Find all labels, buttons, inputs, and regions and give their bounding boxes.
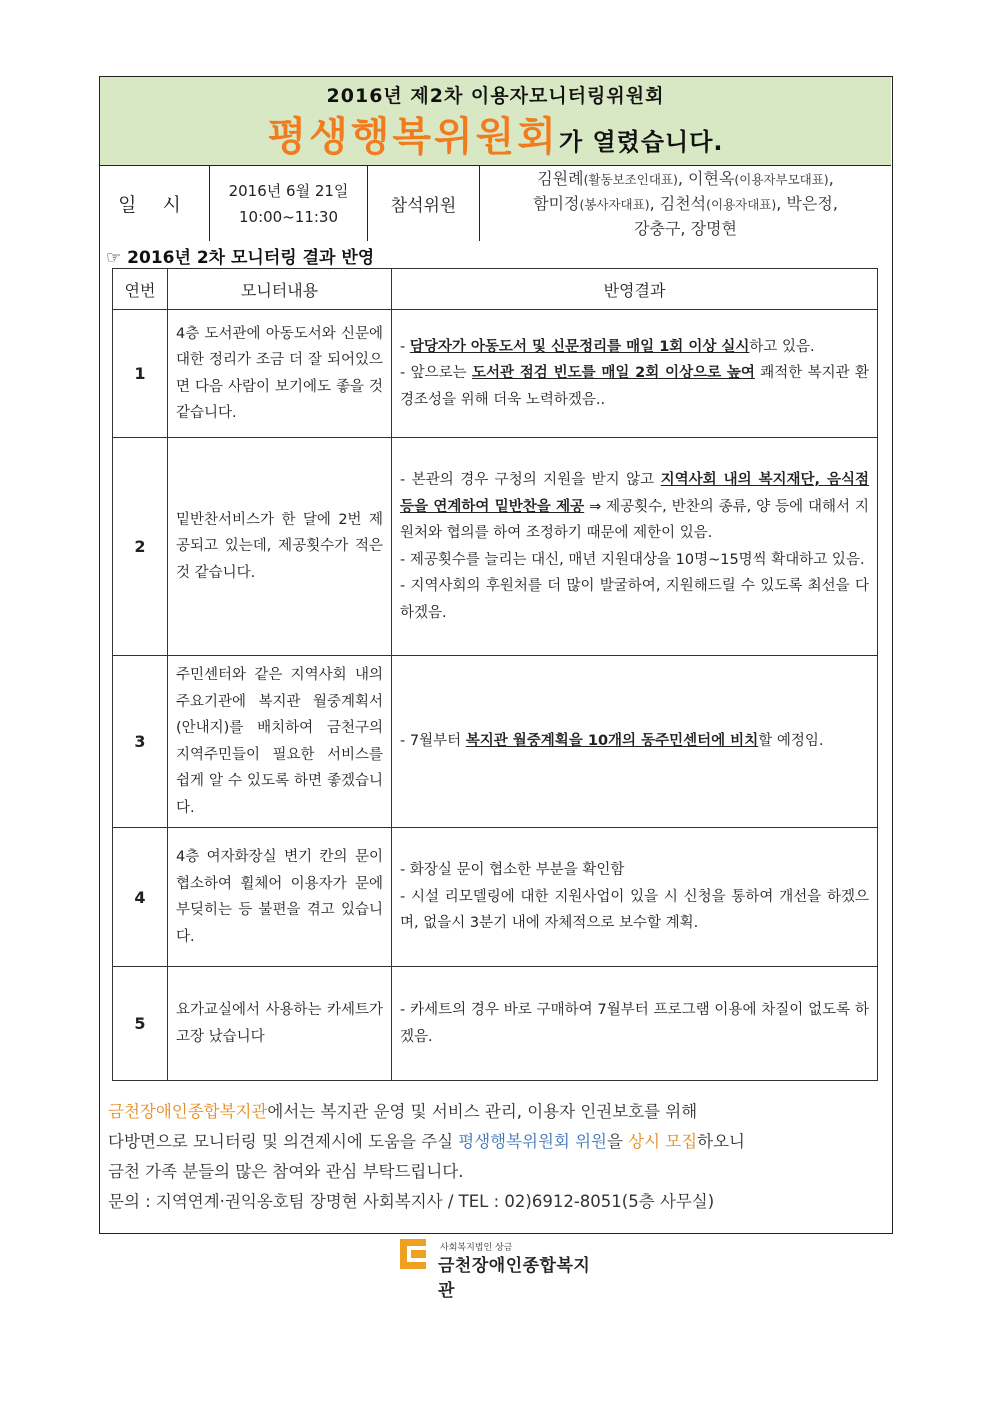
attendees-line-2: 함미정(봉사자대표), 김천석(이용자대표), 박은정, [533, 193, 838, 213]
row-number: 1 [113, 310, 168, 438]
org-name: 금천장애인종합복지관 [108, 1102, 268, 1121]
contact-line: 문의 : 지역연계·권익옹호팀 장명현 사회복지사 / TEL : 02)6912-8051(5층 사무실) [108, 1192, 715, 1211]
table-row [113, 967, 878, 1081]
result-text: - 화장실 문이 협소한 부분을 확인함 - 시설 리모델링에 대한 지원사업이 있을 시 신청을 통하여 개선을 하겠으며, 없을시 3분기 내에 자체적으로 보수할 계획. [392, 828, 878, 967]
committee-member-highlight: 평생행복위원회 위원 [458, 1132, 607, 1151]
notice-line-3: 금천 가족 분들의 많은 참여와 관심 부탁드립니다. [108, 1162, 464, 1181]
monitor-content: 밑반찬서비스가 한 달에 2번 제공되고 있는데, 제공횟수가 적은 것 같습니다. [168, 438, 392, 656]
committee-title: 평생행복위원회 [267, 114, 559, 160]
title-suffix: 가 열렸습니다. [558, 128, 724, 156]
attendees-line-3: 강충구, 장명현 [634, 218, 737, 238]
title-main [100, 105, 891, 162]
attendees-label: 참석위원 [368, 166, 480, 241]
header-result: 반영결과 [392, 269, 878, 310]
org-logo [400, 1238, 600, 1301]
title-banner [100, 77, 891, 166]
attendees-line-1: 김원례(활동보조인대표), 이현옥(이용자부모대표), [537, 168, 834, 188]
time-line: 10:00~11:30 [238, 207, 339, 226]
notice-line-1: 금천장애인종합복지관에서는 복지관 운영 및 서비스 관리, 이용자 인권보호를 위해 [108, 1102, 698, 1121]
logo-subtitle: 사회복지법인 상금 [440, 1243, 513, 1253]
title-top-line: 2016년 제2차 이용자모니터링위원회 [326, 85, 665, 107]
attendees-value [480, 166, 891, 241]
header-content: 모니터내용 [168, 269, 392, 310]
result-text: - 담당자가 아동도서 및 신문정리를 매일 1회 이상 실시하고 있음. - 앞으로는 도서관 점검 빈도를 매일 2회 이상으로 높여 쾌적한 복지관 환경조성을 위해 더욱 노력하겠음.. [392, 310, 878, 438]
result-text: - 7월부터 복지관 월중계획을 10개의 동주민센터에 비치할 예정임. [392, 656, 878, 828]
row-number: 3 [113, 656, 168, 828]
date-label: 일 시 [100, 166, 210, 241]
notice-line-2: 다방면으로 모니터링 및 의견제시에 도움을 주실 평생행복위원회 위원을 상시 모집하오니 [108, 1132, 745, 1151]
header-no: 연번 [113, 269, 168, 310]
row-number: 4 [113, 828, 168, 967]
table-row [113, 438, 878, 656]
table-row [113, 656, 878, 828]
logo-name: 금천장애인종합복지관 [438, 1256, 591, 1301]
monitor-content: 요가교실에서 사용하는 카세트가 고장 났습니다 [168, 967, 392, 1081]
row-number: 2 [113, 438, 168, 656]
table-header-row [113, 269, 878, 310]
date-value [210, 166, 368, 241]
result-text: - 카세트의 경우 바로 구매하여 7월부터 프로그램 이용에 차질이 없도록 하겠음. [392, 967, 878, 1081]
notice-frame [99, 76, 893, 1234]
recruit-highlight: 상시 모집 [628, 1132, 698, 1151]
date-line: 2016년 6월 21일 [228, 181, 349, 200]
table-row [113, 310, 878, 438]
monitor-content: 4층 도서관에 아동도서와 신문에 대한 정리가 조금 더 잘 되어있으면 다음 사람이 보기에도 좋을 것 같습니다. [168, 310, 392, 438]
section-title: ☞ 2016년 2차 모니터링 결과 반영 [106, 248, 375, 268]
recruitment-notice [108, 1097, 888, 1217]
monitoring-results-table [112, 268, 878, 1081]
table-row [113, 828, 878, 967]
meeting-info-row [100, 166, 891, 241]
monitor-content: 주민센터와 같은 지역사회 내의 주요기관에 복지관 월중계획서(안내지)를 배치하여 금천구의 지역주민들이 필요한 서비스를 쉽게 알 수 있도록 하면 좋겠습니다. [168, 656, 392, 828]
result-text: - 본관의 경우 구청의 지원을 받지 않고 지역사회 내의 복지재단, 음식점 등을 연계하여 밑반찬을 제공 ⇒ 제공횟수, 반찬의 종류, 양 등에 대해서 지원처와 협의를 하여 조정하기 때문에 제한이 있음. - 제공횟수를 늘리는 대신, 매년 지원대상을 10명~15명씩 확대하고 있음. - 지역사회의 후원처를 더 많이 발굴하여, 지원해드릴 수 있도록 최선을 다 하겠음. [392, 438, 878, 656]
logo-mark-icon [400, 1239, 426, 1269]
row-number: 5 [113, 967, 168, 1081]
monitor-content: 4층 여자화장실 변기 칸의 문이 협소하여 휠체어 이용자가 문에 부딪히는 등 불편을 겪고 있습니다. [168, 828, 392, 967]
